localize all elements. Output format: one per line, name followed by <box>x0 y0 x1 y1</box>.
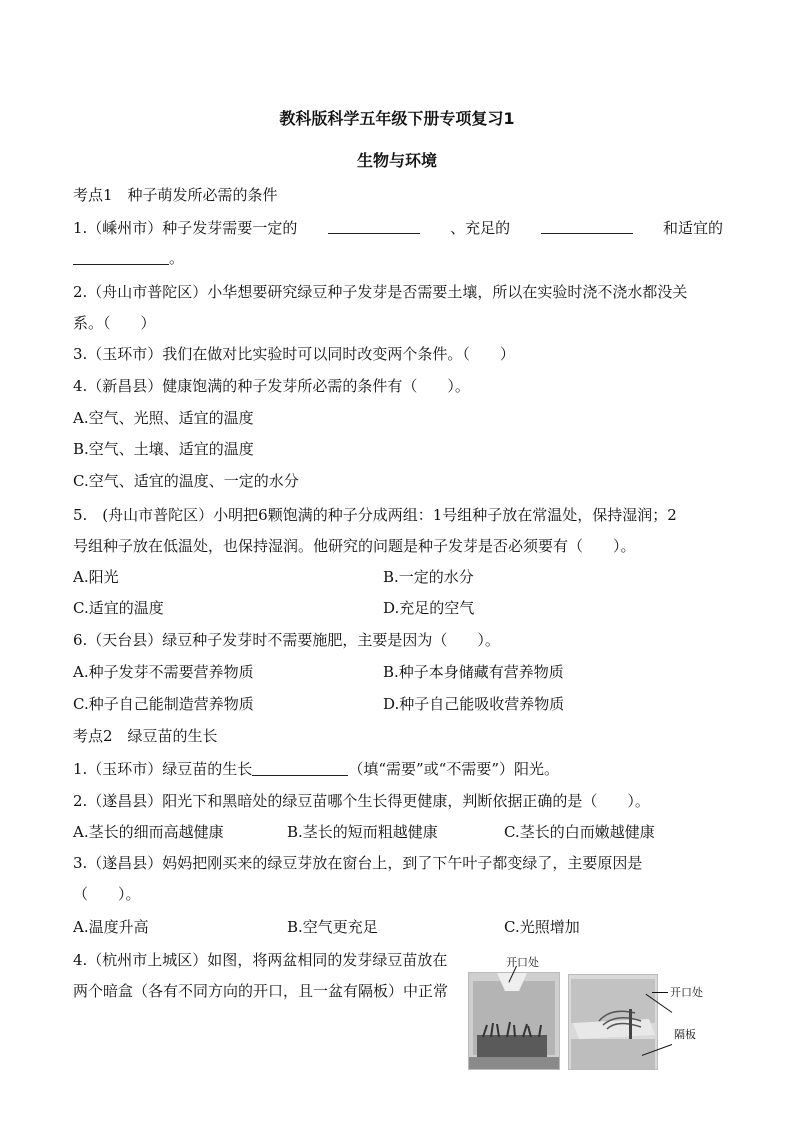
q2-line1: 2.（舟山市普陀区）小华想要研究绿豆种子发芽是否需要土壤，所以在实验时浇不浇水都没关 <box>73 283 688 301</box>
q1-text-b: 、充足的 <box>450 219 511 237</box>
s2-q3-option-a: A.温度升高 <box>73 918 149 936</box>
q6: 6.（天台县）绿豆种子发芽时不需要施肥，主要是因为（ ）。 <box>73 631 500 649</box>
section-1-heading: 考点1 种子萌发所必需的条件 <box>73 186 278 204</box>
s2-q3-line2: （ ）。 <box>73 885 141 903</box>
q2-line2: 系。（ ） <box>73 314 156 332</box>
s2-q1-blank[interactable] <box>252 760 348 776</box>
figure-label-opening-right: 开口处 <box>670 986 703 999</box>
q5-option-d: D.充足的空气 <box>383 599 475 617</box>
q1-text-a: 1.（嵊州市）种子发芽需要一定的 <box>73 219 298 237</box>
q5-line2: 号组种子放在低温处，也保持湿润。他研究的问题是种子发芽是否必须要有（ ）。 <box>73 537 636 555</box>
q4-option-a: A.空气、光照、适宜的温度 <box>73 409 254 427</box>
figure-dark-box-top-opening <box>468 972 560 1070</box>
q6-option-d: D.种子自己能吸收营养物质 <box>383 695 565 713</box>
q6-options-row1 <box>73 662 723 682</box>
q5-option-c: C.适宜的温度 <box>73 599 164 617</box>
q6-options-row2 <box>73 694 723 714</box>
q1-blank-2[interactable] <box>541 218 633 234</box>
figure-label-opening-left: 开口处 <box>506 956 539 969</box>
q5-options-row1 <box>73 567 723 587</box>
q6-option-c: C.种子自己能制造营养物质 <box>73 695 254 713</box>
s2-q2-option-a: A.茎长的细而高越健康 <box>73 823 224 841</box>
q1-text-c: 和适宜的 <box>662 219 723 237</box>
s2-q4-line2: 两个暗盒（各有不同方向的开口，且一盆有隔板）中正常 <box>73 982 449 1000</box>
q6-option-b: B.种子本身储藏有营养物质 <box>383 663 564 681</box>
q1-blank-3[interactable] <box>73 249 169 265</box>
q3: 3.（玉环市）我们在做对比实验时可以同时改变两个条件。（ ） <box>73 345 515 363</box>
q1-line2 <box>73 248 723 268</box>
q6-option-a: A.种子发芽不需要营养物质 <box>73 663 254 681</box>
q1-blank-1[interactable] <box>328 218 420 234</box>
s2-q3-line1: 3.（遂昌县）妈妈把刚买来的绿豆芽放在窗台上，到了下午叶子都变绿了，主要原因是 <box>73 854 643 872</box>
s2-q4-line1: 4.（杭州市上城区）如图，将两盆相同的发芽绿豆苗放在 <box>73 951 448 969</box>
q5-options-row2 <box>73 598 723 618</box>
s2-q1-text-a: 1.（玉环市）绿豆苗的生长 <box>73 760 253 778</box>
figure-pointer-opening-right <box>652 992 668 993</box>
s2-q1 <box>73 759 723 779</box>
q5-option-b: B.一定的水分 <box>383 568 474 586</box>
q4-option-c: C.空气、适宜的温度、一定的水分 <box>73 472 299 490</box>
s2-q3-option-c: C.光照增加 <box>504 918 580 936</box>
s2-q1-text-b: （填“需要”或“不需要”）阳光。 <box>348 760 560 778</box>
s2-q2-option-b: B.茎长的短而粗越健康 <box>287 823 438 841</box>
sprout-box-photo-left <box>469 973 559 1069</box>
figure-dark-box-side-opening <box>568 974 658 1070</box>
q4-option-b: B.空气、土壤、适宜的温度 <box>73 440 254 458</box>
q5-option-a: A.阳光 <box>73 568 119 586</box>
s2-q2-options <box>73 822 723 842</box>
figure-label-partition: 隔板 <box>674 1028 696 1041</box>
document-title: 教科版科学五年级下册专项复习1 <box>279 109 515 128</box>
q1-line1 <box>73 218 723 238</box>
q5-line1: 5. (舟山市普陀区）小明把6颗饱满的种子分成两组：1号组种子放在常温处，保持湿润；2 <box>73 506 677 524</box>
section-2-heading: 考点2 绿豆苗的生长 <box>73 727 218 745</box>
q1-text-d: 。 <box>169 249 185 267</box>
s2-q3-option-b: B.空气更充足 <box>287 918 378 936</box>
q4: 4.（新昌县）健康饱满的种子发芽所必需的条件有（ ）。 <box>73 377 470 395</box>
s2-q2-option-c: C.茎长的白而嫩越健康 <box>504 823 655 841</box>
s2-q2: 2.（遂昌县）阳光下和黑暗处的绿豆苗哪个生长得更健康，判断依据正确的是（ ）。 <box>73 792 650 810</box>
document-subtitle: 生物与环境 <box>356 151 437 170</box>
s2-q3-options <box>73 917 723 937</box>
